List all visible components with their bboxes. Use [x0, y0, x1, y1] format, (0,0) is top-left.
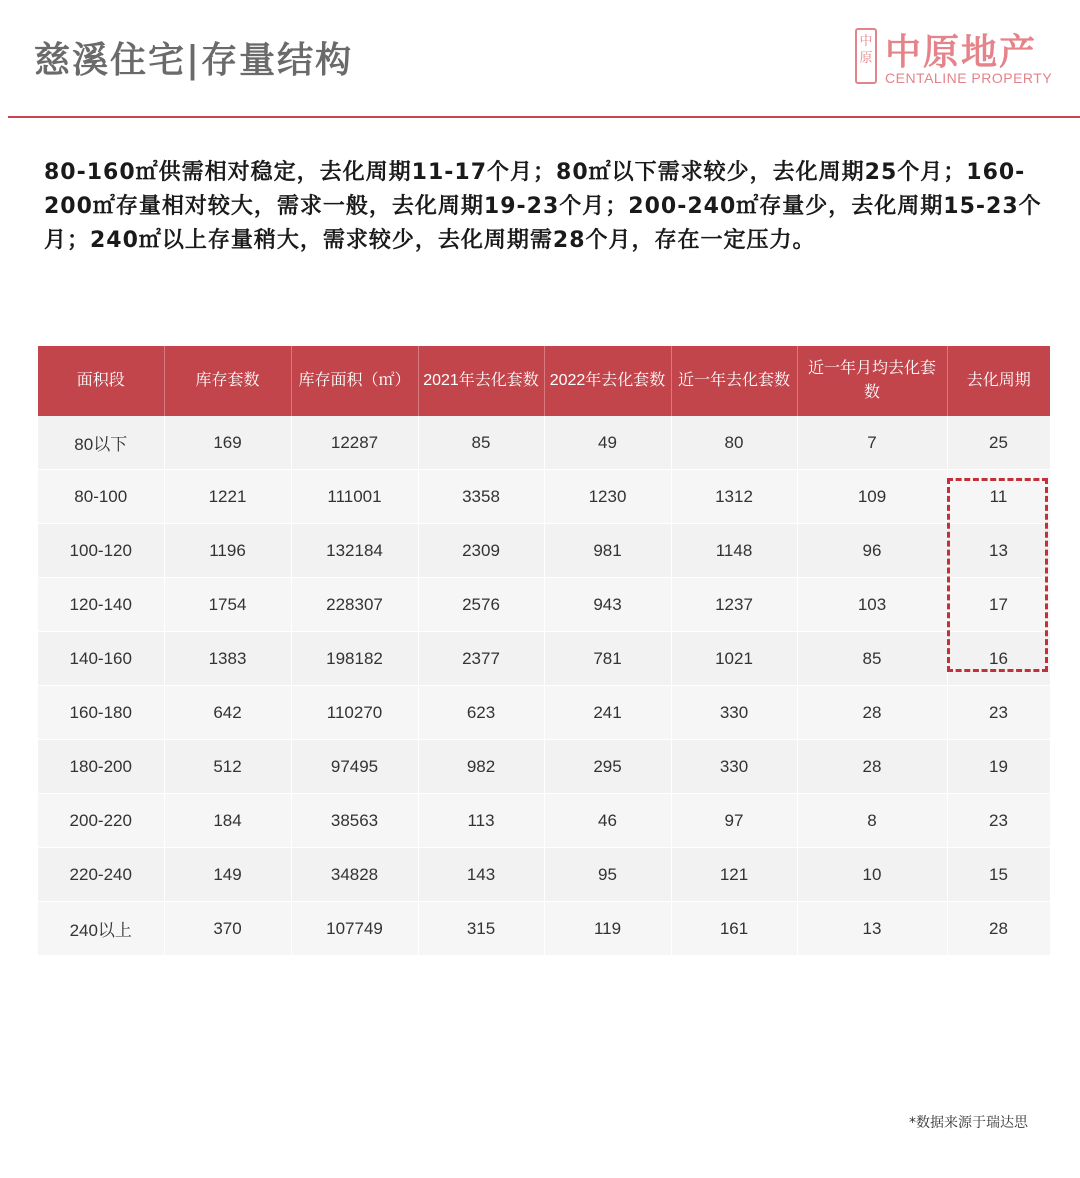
table-cell: 121 [671, 848, 797, 902]
table-cell: 160-180 [38, 686, 164, 740]
intro-paragraph: 80-160㎡供需相对稳定，去化周期11-17个月；80㎡以下需求较少，去化周期25个月；160-200㎡存量相对较大，需求一般，去化周期19-23个月；200-240㎡存量少，去化周期15-23个月；240㎡以上存量稍大，需求较少，去化周期需28个月，存在一定压力。 [44, 160, 1042, 253]
table-cell: 107749 [291, 902, 418, 956]
table-cell: 1237 [671, 578, 797, 632]
table-cell: 2576 [418, 578, 544, 632]
table-cell: 1383 [164, 632, 291, 686]
table-cell: 184 [164, 794, 291, 848]
table-row [38, 416, 1050, 470]
table-cell: 623 [418, 686, 544, 740]
table-cell: 781 [544, 632, 671, 686]
table-cell: 23 [947, 686, 1050, 740]
table-cell: 2377 [418, 632, 544, 686]
table-cell: 19 [947, 740, 1050, 794]
column-header: 近一年去化套数 [671, 346, 797, 416]
table-header-row [38, 346, 1050, 416]
logo-english-text: CENTALINE PROPERTY [885, 70, 1053, 86]
table-cell: 111001 [291, 470, 418, 524]
centaline-logo [855, 26, 1053, 90]
table-cell: 198182 [291, 632, 418, 686]
table-cell: 110270 [291, 686, 418, 740]
table-row [38, 632, 1050, 686]
table-cell: 34828 [291, 848, 418, 902]
table-cell: 13 [797, 902, 947, 956]
table-row [38, 794, 1050, 848]
column-header: 面积段 [38, 346, 164, 416]
table-cell: 240以上 [38, 902, 164, 956]
table-cell: 943 [544, 578, 671, 632]
table-cell: 38563 [291, 794, 418, 848]
table-cell: 85 [797, 632, 947, 686]
table-cell: 132184 [291, 524, 418, 578]
table-cell: 180-200 [38, 740, 164, 794]
table-cell: 241 [544, 686, 671, 740]
table-cell: 7 [797, 416, 947, 470]
table-cell: 2309 [418, 524, 544, 578]
table-cell: 149 [164, 848, 291, 902]
table-row [38, 578, 1050, 632]
table-cell: 220-240 [38, 848, 164, 902]
table-cell: 642 [164, 686, 291, 740]
table-cell: 1221 [164, 470, 291, 524]
table-cell: 25 [947, 416, 1050, 470]
column-header: 去化周期 [947, 346, 1050, 416]
table-cell: 169 [164, 416, 291, 470]
column-header: 库存套数 [164, 346, 291, 416]
table-cell: 46 [544, 794, 671, 848]
table-cell: 1196 [164, 524, 291, 578]
column-header: 近一年月均去化套数 [797, 346, 947, 416]
table-cell: 23 [947, 794, 1050, 848]
table-cell: 1021 [671, 632, 797, 686]
table-cell: 370 [164, 902, 291, 956]
table-cell: 97 [671, 794, 797, 848]
table-cell: 330 [671, 740, 797, 794]
table-cell: 1230 [544, 470, 671, 524]
table-cell: 13 [947, 524, 1050, 578]
table-cell: 97495 [291, 740, 418, 794]
table-row [38, 740, 1050, 794]
table-cell: 1148 [671, 524, 797, 578]
table-cell: 330 [671, 686, 797, 740]
table-cell: 100-120 [38, 524, 164, 578]
table-cell: 11 [947, 470, 1050, 524]
table-cell: 80 [671, 416, 797, 470]
table-cell: 109 [797, 470, 947, 524]
table-cell: 96 [797, 524, 947, 578]
table-cell: 981 [544, 524, 671, 578]
table-cell: 113 [418, 794, 544, 848]
table-cell: 295 [544, 740, 671, 794]
column-header: 2021年去化套数 [418, 346, 544, 416]
table-cell: 85 [418, 416, 544, 470]
table-cell: 1312 [671, 470, 797, 524]
table-cell: 103 [797, 578, 947, 632]
table-cell: 28 [797, 686, 947, 740]
table-cell: 80以下 [38, 416, 164, 470]
table-row [38, 848, 1050, 902]
table-cell: 119 [544, 902, 671, 956]
logo-seal-icon: 中原 [855, 28, 877, 84]
table-cell: 3358 [418, 470, 544, 524]
table-cell: 161 [671, 902, 797, 956]
highlight-dashed-box [947, 478, 1048, 672]
column-header: 2022年去化套数 [544, 346, 671, 416]
table-cell: 512 [164, 740, 291, 794]
table-cell: 1754 [164, 578, 291, 632]
table-cell: 10 [797, 848, 947, 902]
source-footnote: *数据来源于瑞达思 [909, 1115, 1028, 1131]
table-row [38, 524, 1050, 578]
table-cell: 200-220 [38, 794, 164, 848]
table-cell: 8 [797, 794, 947, 848]
table-cell: 28 [797, 740, 947, 794]
inventory-table [38, 346, 1051, 956]
table-cell: 228307 [291, 578, 418, 632]
table-cell: 49 [544, 416, 671, 470]
table-cell: 120-140 [38, 578, 164, 632]
column-header: 库存面积（㎡） [291, 346, 418, 416]
table-cell: 95 [544, 848, 671, 902]
table-row [38, 470, 1050, 524]
logo-chinese-text: 中原地产 [885, 32, 1038, 73]
table-cell: 17 [947, 578, 1050, 632]
header-divider [8, 116, 1080, 118]
table-body [38, 416, 1050, 956]
table-cell: 28 [947, 902, 1050, 956]
table-cell: 15 [947, 848, 1050, 902]
table-cell: 80-100 [38, 470, 164, 524]
page-title: 慈溪住宅|存量结构 [34, 39, 354, 81]
table-row [38, 686, 1050, 740]
table-cell: 12287 [291, 416, 418, 470]
table-cell: 982 [418, 740, 544, 794]
table-row [38, 902, 1050, 956]
table-cell: 143 [418, 848, 544, 902]
table-cell: 16 [947, 632, 1050, 686]
table-cell: 315 [418, 902, 544, 956]
table-cell: 140-160 [38, 632, 164, 686]
